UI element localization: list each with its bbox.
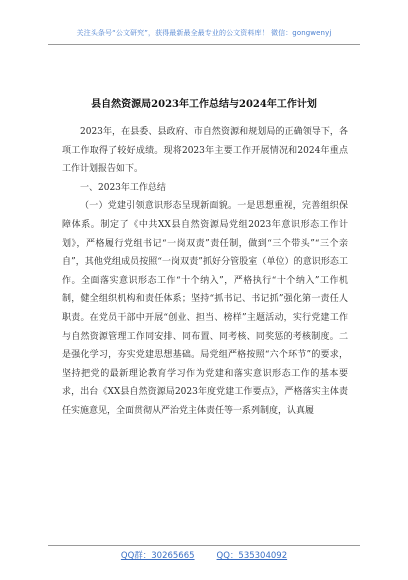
footer-contact (0, 549, 408, 561)
qq-group-link[interactable]: QQ群：30265665 (120, 551, 195, 561)
section-heading: 一、2023年工作总结 (80, 182, 166, 193)
header-divider (48, 44, 360, 45)
header-banner: 关注头条号“公文研究”，获得最新最全最专业的公文资料库！ 微信：gongwenyj (76, 29, 332, 37)
qq-contact-link[interactable]: QQ：535304092 (216, 551, 288, 561)
footer-divider (48, 545, 360, 546)
intro-paragraph: 2023年，在县委、县政府、市自然资源和规划局的正确领导下，各项工作取得了较好成绩。现将2023年主要工作开展情况和2024年重点工作计划报告如下。 (62, 127, 348, 175)
document-body (62, 123, 348, 421)
document-title: 县自然资源局2023年工作总结与2024年工作计划 (91, 99, 317, 110)
body-paragraph: （一）党建引领意识形态呈现新面貌。一是思想重视，完善组织保障体系。制定了《中共XX县自然资源局党组2023年意识形态工作计划》，严格履行党组书记“一岗双责”责任制，做到“三个带头”“三个亲自”，其他党组成员按照“一岗双责”抓好分管股室（单位）的意识形态工作。全面落实意识形态工作“十个纳入”，严格执行“十个纳入”工作机制，健全组织机构和责任体系；坚持“抓书记、书记抓”强化第一责任人职责。在党员干部中开展“创业、担当、榜样”主题活动，实行党建工作与自然资源管理工作同安排、同布置、同考核、同奖惩的考核制度。二是强化学习，夯实党建思想基础。局党组严格按照“六个环节”的要求，坚持把党的最新理论教育学习作为党建和落实意识形态工作的基本要求，出台《XX县自然资源局2023年度党建工作要点》，严格落实主体责任实施意见，全面贯彻从严治党主体责任等一系列制度，认真履 (62, 201, 348, 416)
